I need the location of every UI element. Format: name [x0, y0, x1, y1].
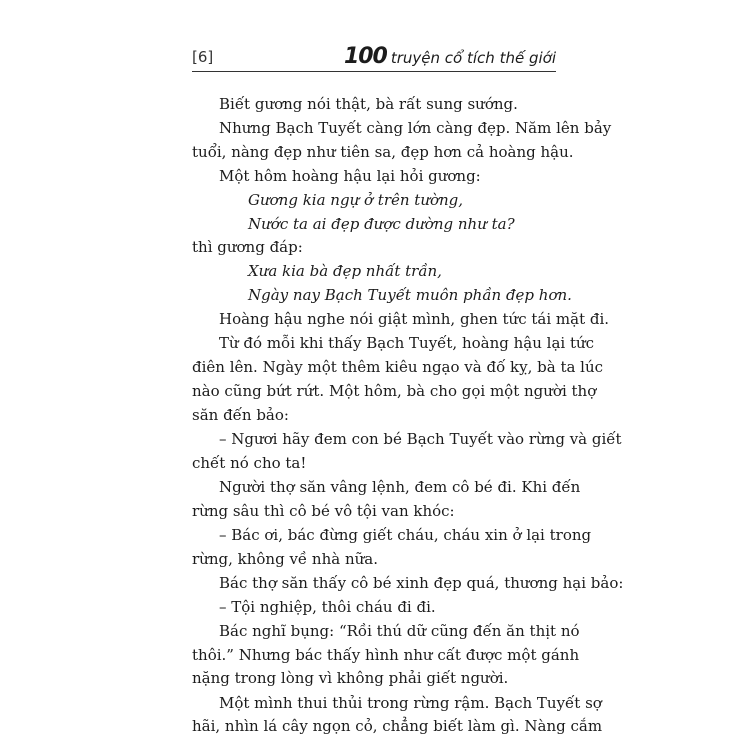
- text-line: Từ đó mỗi khi thấy Bạch Tuyết, hoàng hậu lại tức: [219, 334, 595, 353]
- verse-line: Ngày nay Bạch Tuyết muôn phần đẹp hơn.: [248, 285, 572, 304]
- text-line: Bác thợ săn thấy cô bé xinh đẹp quá, thương hại bảo:: [219, 573, 624, 592]
- book-title-number: 100: [343, 44, 387, 69]
- text-line: săn đến bảo:: [192, 405, 289, 424]
- running-header: [192, 44, 556, 74]
- text-line: Bác nghĩ bụng: “Rồi thú dữ cũng đến ăn thịt nó: [219, 621, 580, 640]
- verse-line: Xưa kia bà đẹp nhất trần,: [248, 262, 442, 281]
- text-line: nào cũng bứt rứt. Một hôm, bà cho gọi một người thợ: [192, 381, 597, 400]
- book-title-text: truyện cổ tích thế giới: [390, 49, 556, 67]
- text-line: thôi.” Nhưng bác thấy hình như cất được một gánh: [192, 645, 580, 664]
- text-line: Biết gương nói thật, bà rất sung sướng.: [219, 95, 518, 113]
- text-line: điên lên. Ngày một thêm kiêu ngạo và đố kỵ, bà ta lúc: [192, 358, 604, 377]
- text-line: nặng trong lòng vì không phải giết người.: [192, 669, 509, 688]
- book-title: [344, 44, 556, 69]
- text-line: hãi, nhìn lá cây ngọn cỏ, chẳng biết làm gì. Nàng cắm: [192, 717, 603, 736]
- verse-line: Gương kia ngự ở trên tường,: [248, 191, 464, 209]
- text-line: tuổi, nàng đẹp như tiên sa, đẹp hơn cả hoàng hậu.: [192, 143, 574, 161]
- text-line: rừng sâu thì cô bé vô tội van khóc:: [192, 501, 455, 520]
- text-line: Người thợ săn vâng lệnh, đem cô bé đi. Khi đến: [219, 477, 581, 496]
- text-line: Nhưng Bạch Tuyết càng lớn càng đẹp. Năm lên bảy: [219, 119, 612, 138]
- text-line: – Tội nghiệp, thôi cháu đi đi.: [219, 597, 436, 616]
- text-line: Một hôm hoàng hậu lại hỏi gương:: [219, 167, 481, 186]
- verse-line: Nước ta ai đẹp được dường như ta?: [248, 214, 515, 233]
- text-line: Hoàng hậu nghe nói giật mình, ghen tức tái mặt đi.: [219, 310, 610, 329]
- header-rule: [192, 71, 556, 72]
- text-line: – Bác ơi, bác đừng giết cháu, cháu xin ở lại trong: [219, 525, 592, 544]
- story-text: [192, 93, 624, 739]
- text-line: chết nó cho ta!: [192, 453, 307, 472]
- text-line: thì gương đáp:: [192, 238, 303, 257]
- text-line: – Ngươi hãy đem con bé Bạch Tuyết vào rừng và giết: [219, 429, 622, 448]
- text-line: Một mình thui thủi trong rừng rậm. Bạch Tuyết sợ: [219, 693, 602, 712]
- page-number: [6]: [192, 48, 214, 66]
- text-line: rừng, không về nhà nữa.: [192, 549, 378, 568]
